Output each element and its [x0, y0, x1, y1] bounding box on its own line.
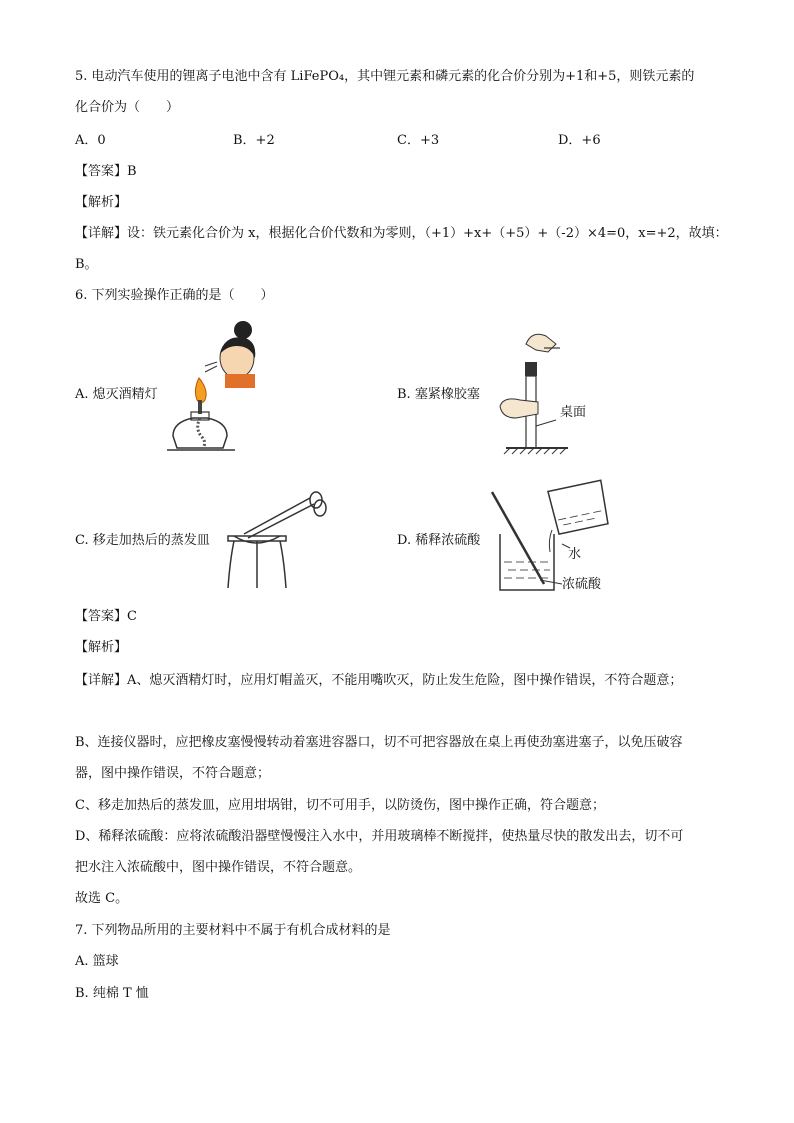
q5-answer: 【答案】B: [75, 164, 137, 179]
q5-analysis-heading: 【解析】: [75, 195, 128, 210]
q6-detail-c: C、移走加热后的蒸发皿，应用坩埚钳，切不可用手，以防烫伤，图中操作正确，符合题意；: [75, 798, 605, 813]
q5-stem-line2: 化合价为（ ）: [75, 100, 180, 115]
q6-detail-d2: 把水注入浓硫酸中，图中操作错误，不符合题意。: [75, 860, 362, 875]
q5-detail-line1: 【详解】设：铁元素化合价为 x，根据化合价代数和为零则，（+1）+x+（+5）+（-2）×4=0，x=+2，故填：: [75, 226, 728, 241]
q6-option-a: A. 熄灭酒精灯: [75, 387, 158, 402]
flame-icon: [195, 378, 206, 403]
q5-option-c: C．+3: [397, 133, 440, 148]
q6-detail-b1: B、连接仪器时，应把橡皮塞慢慢转动着塞进容器口，切不可把容器放在桌上再使劲塞进塞子，以免压破容: [75, 735, 683, 750]
rubber-stopper-figure: [498, 326, 608, 456]
q5-stem-line1: 5. 电动汽车使用的锂离子电池中含有 LiFePO₄，其中锂元素和磷元素的化合价分别为+1和+5，则铁元素的: [75, 69, 695, 84]
q6-detail-a: 【详解】A、熄灭酒精灯时，应用灯帽盖灭，不能用嘴吹灭，防止发生危险，图中操作错误，不符合题意；: [75, 673, 683, 688]
lamp-body-icon: [173, 418, 227, 448]
q6-option-d: D. 稀释浓硫酸: [397, 533, 481, 548]
q5-detail-line2: B。: [75, 257, 98, 272]
upper-hand-icon: [526, 334, 556, 352]
stopper-icon: [525, 362, 537, 376]
q5-option-a: A．0: [75, 133, 106, 148]
dilution-figure: [486, 478, 636, 596]
pouring-beaker-icon: [548, 480, 610, 534]
q7-option-b: B. 纯棉 T 恤: [75, 986, 149, 1001]
water-label: 水: [568, 547, 582, 562]
q5-option-b: B．+2: [233, 133, 275, 148]
table-label: 桌面: [560, 405, 587, 420]
lower-hand-icon: [500, 399, 538, 418]
evaporating-dish-figure: [222, 490, 332, 590]
person-bun-icon: [234, 321, 252, 339]
q6-answer: 【答案】C: [75, 609, 137, 624]
q7-option-a: A. 篮球: [75, 954, 119, 969]
q6-detail-b2: 器，图中操作错误，不符合题意；: [75, 766, 271, 781]
q6-analysis-heading: 【解析】: [75, 640, 128, 655]
q6-conclusion: 故选 C。: [75, 891, 129, 906]
alcohol-lamp-figure: [165, 318, 275, 458]
tripod-icon: [228, 541, 286, 588]
q6-detail-d1: D、稀释浓硫酸：应将浓硫酸沿器壁慢慢注入水中，并用玻璃棒不断搅拌，使热量尽快的散发出去，切不可: [75, 829, 684, 844]
person-shirt-icon: [225, 374, 255, 388]
q7-stem: 7. 下列物品所用的主要材料中不属于有机合成材料的是: [75, 923, 391, 938]
q6-option-b: B. 塞紧橡胶塞: [397, 387, 480, 402]
q6-option-c: C. 移走加热后的蒸发皿: [75, 533, 210, 548]
crucible-tongs-icon: [244, 498, 314, 538]
q5-option-d: D．+6: [558, 133, 601, 148]
acid-label: 浓硫酸: [562, 577, 602, 592]
q6-stem: 6. 下列实验操作正确的是（ ）: [75, 288, 274, 303]
